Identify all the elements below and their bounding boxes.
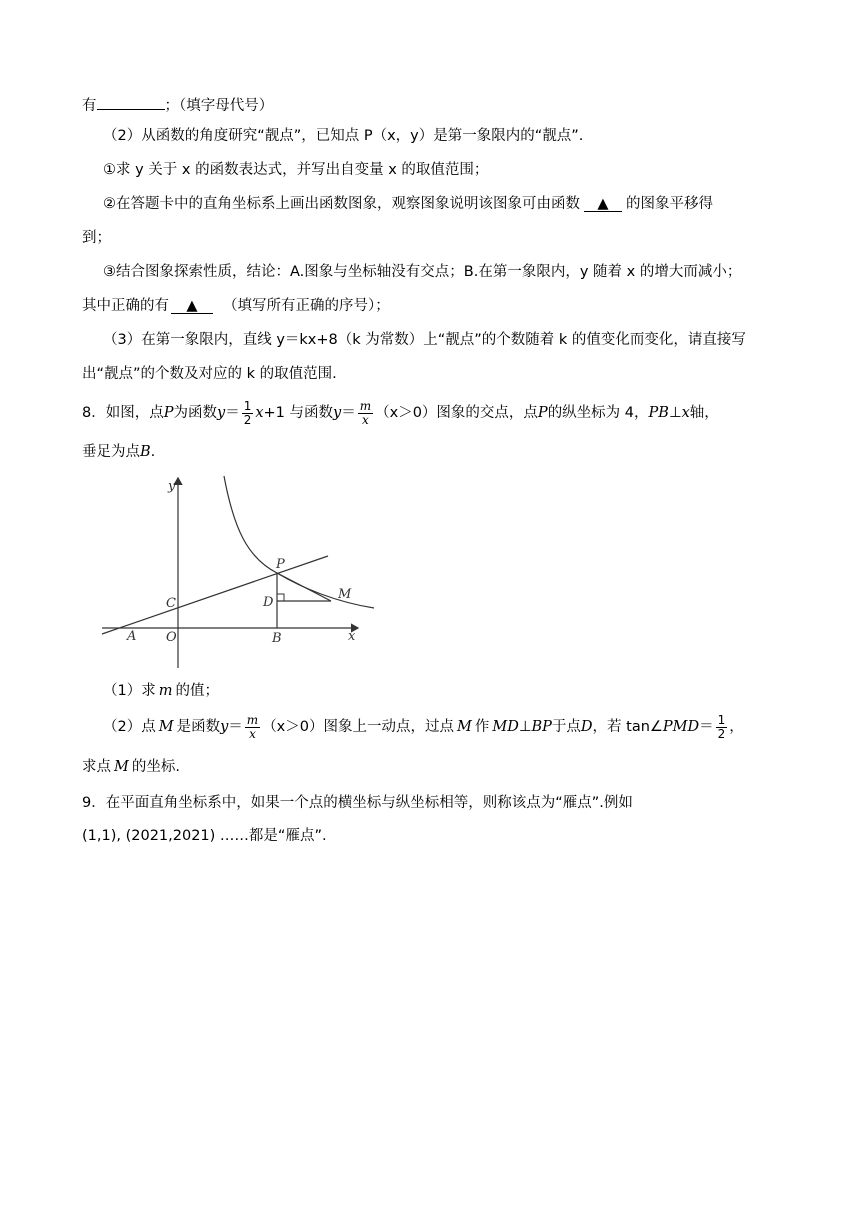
q7-part3-cont: 出“靓点”的个数及对应的 k 的取值范围. [82, 366, 337, 382]
q7-line1 [82, 92, 273, 116]
label-y: y [168, 479, 176, 494]
q7-sub1: ①求 y 关于 x 的函数表达式，并写出自变量 x 的取值范围； [103, 162, 489, 178]
label-D: D [263, 595, 274, 610]
q7-sub3: ③结合图象探索性质，结论：A.图象与坐标轴没有交点；B.在第一象限内，y 随着 x 的增大而减小； [103, 264, 742, 280]
label-P: P [276, 557, 285, 572]
fraction-one-half: $\frac{1}{2}$ [717, 712, 726, 741]
label-O: O [166, 630, 177, 645]
answer-blank[interactable]: ▲ [171, 296, 213, 314]
label-M: M [338, 587, 352, 602]
fraction-one-half: $\frac{1}{2}$ [243, 398, 252, 427]
right-angle-mark [277, 594, 284, 601]
text: ②在答题卡中的直角坐标系上画出函数图象，观察图象说明该图象可由函数 [103, 196, 580, 212]
text: 有 [82, 98, 97, 114]
q8-stem-line1: 8．如图，点P为函数y＝ $\frac{1}{2}$ x+1 与函数y＝ $\frac{m}{x}$ （x＞0）图象的交点，点P的纵坐标为 4，PB⊥x轴， [82, 398, 719, 427]
text: 的图象平移得 [626, 196, 713, 212]
text: ；（填字母代号） [164, 98, 274, 114]
q9-stem-line2: (1,1), (2021,2021) ……都是“雁点”. [82, 828, 327, 844]
label-x: x [348, 629, 356, 644]
q7-part2: （2）从函数的角度研究“靓点”，已知点 P（x，y）是第一象限内的“靓点”. [103, 128, 584, 144]
answer-blank[interactable]: ▲ [584, 194, 622, 212]
q8-figure [96, 470, 386, 675]
hyperbola-curve [224, 476, 374, 608]
q7-sub2-cont: 到； [82, 230, 111, 246]
q8-sub2: （2）点 M 是函数y＝ $\frac{m}{x}$ （x＞0）图象上一动点，过点 M 作 MD⊥BP于点D，若 tan∠PMD＝ $\frac{1}{2}$ ， [103, 712, 744, 741]
segment-PM [277, 573, 331, 601]
fraction-m-over-x: $\frac{m}{x}$ [246, 712, 259, 741]
q9-stem-line1: 9．在平面直角坐标系中，如果一个点的横坐标与纵坐标相等，则称该点为“雁点”.例如 [82, 795, 633, 811]
label-B: B [272, 631, 282, 646]
label-C: C [166, 596, 176, 611]
label-A: A [127, 629, 137, 644]
q7-part3: （3）在第一象限内，直线 y＝kx+8（k 为常数）上“靓点”的个数随着 k 的值变化而变化，请直接写 [103, 332, 746, 348]
q7-sub2 [103, 194, 713, 214]
fraction-m-over-x: $\frac{m}{x}$ [359, 398, 372, 427]
linear-function-line [102, 556, 328, 634]
q8-sub2-cont: 求点 M 的坐标. [82, 759, 180, 775]
q8-sub1: （1）求 m 的值； [103, 683, 219, 699]
text: （填写所有正确的序号）； [223, 298, 390, 314]
text: 其中正确的有 [82, 298, 169, 314]
answer-blank[interactable] [97, 92, 165, 110]
q8-stem-line2: 垂足为点B. [82, 444, 156, 460]
q7-sub3-cont [82, 296, 390, 316]
